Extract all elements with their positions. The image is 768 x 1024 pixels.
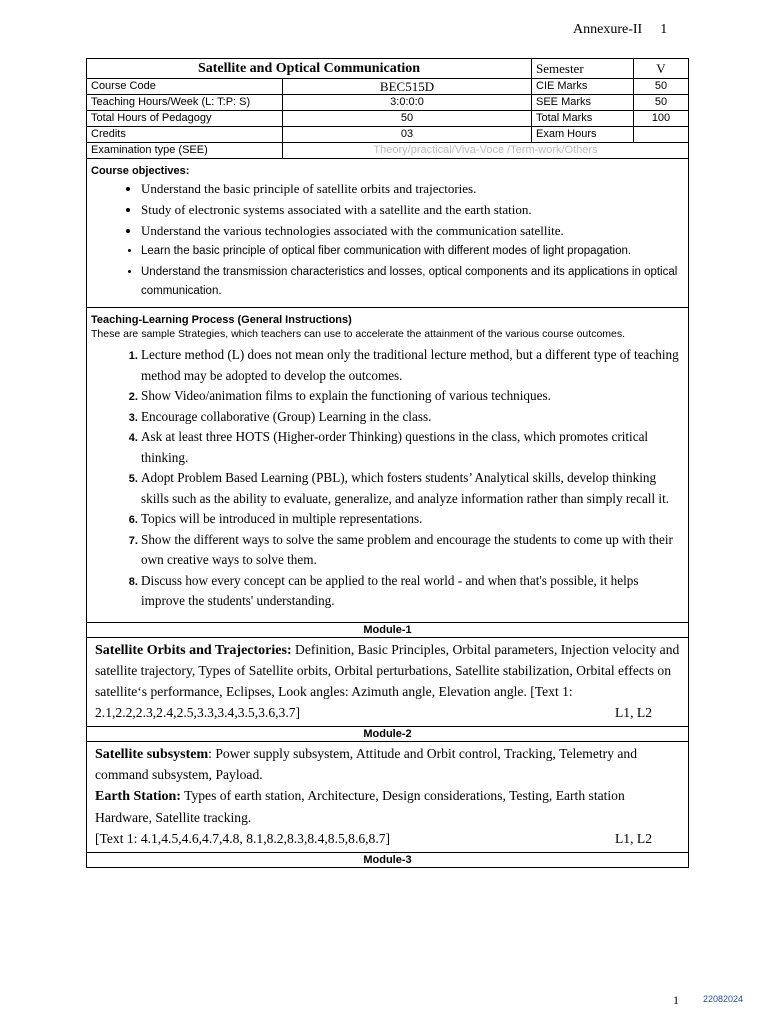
list-item: 8. Discuss how every concept can be applied to the real world - and when that's possible, it helps improve the students' understanding. bbox=[141, 571, 684, 612]
row-value: 03 bbox=[283, 127, 532, 143]
list-item: • Understand the transmission characteristics and losses, optical components and its applications in optical communication. bbox=[141, 263, 684, 301]
semester-value: V bbox=[634, 59, 689, 79]
header-page-number: 1 bbox=[660, 22, 668, 37]
footer-page-number: 1 bbox=[673, 993, 679, 1007]
list-item: • Understand the basic principle of satellite orbits and trajectories. bbox=[141, 179, 684, 198]
footer-date: 22082024 bbox=[703, 994, 744, 1004]
module-2-levels: L1, L2 bbox=[615, 830, 652, 846]
course-title: Satellite and Optical Communication bbox=[87, 59, 532, 79]
row-label: Course Code bbox=[87, 79, 283, 95]
list-item: • Study of electronic systems associated with a satellite and the earth station. bbox=[141, 200, 684, 219]
semester-label: Semester bbox=[532, 59, 634, 79]
list-item: 4. Ask at least three HOTS (Higher-order Thinking) questions in the class, which promotes critical thinking. bbox=[141, 427, 684, 468]
row-value: BEC515D bbox=[283, 79, 532, 95]
course-row bbox=[87, 95, 689, 111]
row-value: 3:0:0:0 bbox=[283, 95, 532, 111]
row-value: 50 bbox=[634, 95, 689, 111]
row-label: Credits bbox=[87, 127, 283, 143]
course-objectives bbox=[87, 159, 689, 308]
module-2-content bbox=[87, 741, 689, 852]
module-2-text-3: [Text 1: 4.1,4.5,4.6,4.7,4.8, 8.1,8.2,8.3,8.4,8.5,8.6,8.7] bbox=[95, 830, 391, 846]
row-value bbox=[634, 127, 689, 143]
row-label: Total Marks bbox=[532, 111, 634, 127]
annexure-header bbox=[573, 22, 667, 38]
list-item: • Understand the various technologies associated with the communication satellite. bbox=[141, 221, 684, 240]
course-row bbox=[87, 79, 689, 95]
module-3-header: Module-3 bbox=[87, 852, 689, 867]
course-row bbox=[87, 127, 689, 143]
module-1-heading: Satellite Orbits and Trajectories: bbox=[95, 642, 292, 658]
module-2-text-1: : Power supply subsystem, Attitude and Orbit control, Tracking, Telemetry and command subsystem, Payload. bbox=[95, 745, 638, 783]
row-value: 100 bbox=[634, 111, 689, 127]
row-label: SEE Marks bbox=[532, 95, 634, 111]
module-2-text-2: Types of earth station, Architecture, Design considerations, Testing, Earth station Hardware, Satellite tracking. bbox=[95, 788, 625, 826]
list-item: 6. Topics will be introduced in multiple representations. bbox=[141, 509, 684, 530]
tlp-title: Teaching-Learning Process (General Instructions) bbox=[91, 314, 352, 326]
exam-type-row bbox=[87, 143, 689, 159]
list-item: 3. Encourage collaborative (Group) Learning in the class. bbox=[141, 407, 684, 428]
exam-type-value: Theory/practical/Viva-Voce /Term-work/Others bbox=[283, 143, 689, 159]
module-2-header: Module-2 bbox=[87, 726, 689, 741]
course-table bbox=[86, 58, 689, 868]
annexure-label: Annexure-II bbox=[573, 22, 643, 37]
module-1-content bbox=[87, 637, 689, 726]
list-item: 7. Show the different ways to solve the same problem and encourage the students to come up with their own creative ways to solve them. bbox=[141, 530, 684, 571]
row-value: 50 bbox=[283, 111, 532, 127]
row-label: Total Hours of Pedagogy bbox=[87, 111, 283, 127]
list-item: 1. Lecture method (L) does not mean only the traditional lecture method, but a different type of teaching method may be adopted to develop the outcomes. bbox=[141, 345, 684, 386]
objectives-title: Course objectives: bbox=[91, 165, 190, 177]
teaching-learning-process bbox=[87, 308, 689, 623]
list-item: • Learn the basic principle of optical fiber communication with different modes of light propagation. bbox=[141, 242, 684, 261]
module-2-heading-2: Earth Station: bbox=[95, 789, 181, 805]
list-item: 2. Show Video/animation films to explain the functioning of various techniques. bbox=[141, 386, 684, 407]
tlp-list bbox=[91, 345, 684, 612]
module-1-levels: L1, L2 bbox=[615, 704, 652, 720]
exam-type-label: Examination type (SEE) bbox=[87, 143, 283, 159]
row-label: Exam Hours bbox=[532, 127, 634, 143]
row-value: 50 bbox=[634, 79, 689, 95]
module-1-text: Definition, Basic Principles, Orbital parameters, Injection velocity and satellite trajectory, Types of Satellite orbits, Orbital perturbations, Satellite stabilization, Orbital effects on satellite‘s performance, Eclipses, Look angles: Azimuth angle, Elevation angle. [Text 1: 2.1,2.2,2.3,2.4,2.5,3.3,3.4,3.5,3.6,3.7] bbox=[95, 641, 680, 720]
course-row bbox=[87, 111, 689, 127]
module-1-header: Module-1 bbox=[87, 622, 689, 637]
row-label: Teaching Hours/Week (L: T:P: S) bbox=[87, 95, 283, 111]
row-label: CIE Marks bbox=[532, 79, 634, 95]
list-item: 5. Adopt Problem Based Learning (PBL), which fosters students’ Analytical skills, develop thinking skills such as the ability to evaluate, generalize, and analyze information rather than simply recall it. bbox=[141, 468, 684, 509]
objectives-list bbox=[91, 179, 684, 301]
module-2-heading-1: Satellite subsystem bbox=[95, 746, 209, 762]
tlp-subtitle: These are sample Strategies, which teachers can use to accelerate the attainment of the various course outcomes. bbox=[91, 328, 626, 340]
